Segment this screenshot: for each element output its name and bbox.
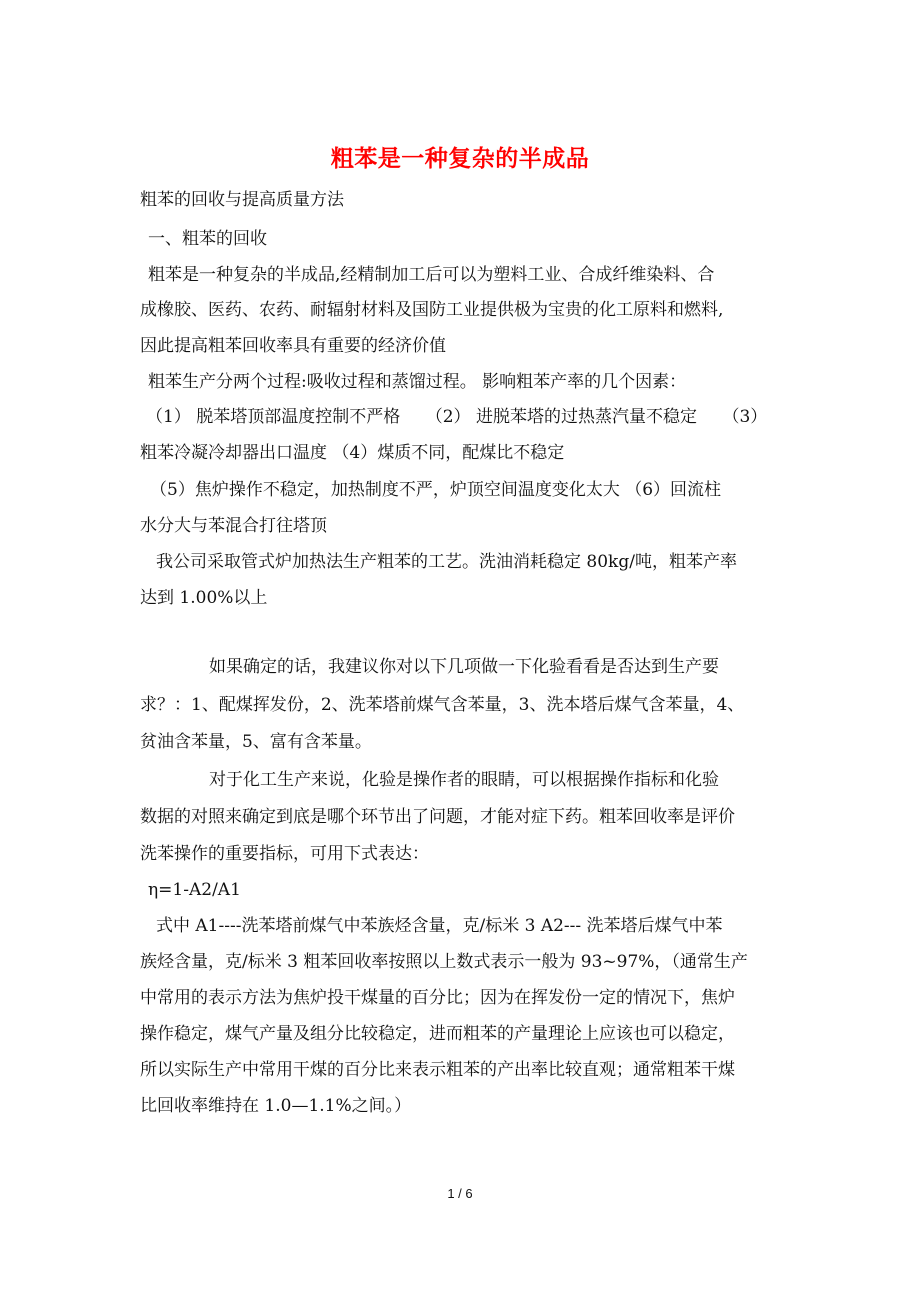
text-line: 中常用的表示方法为焦炉投干煤量的百分比；因为在挥发份一定的情况下，焦炉	[140, 988, 735, 1008]
text-line: 贫油含苯量，5、富有含苯量。	[140, 732, 372, 752]
text-line: 洗苯操作的重要指标，可用下式表达：	[140, 844, 429, 864]
text-line: 比回收率维持在 1.0—1.1%之间。）	[140, 1096, 412, 1116]
formula: η=1-A2/A1	[148, 880, 241, 900]
text-line: 所以实际生产中常用干煤的百分比来表示粗苯的产出率比较直观；通常粗苯干煤	[140, 1060, 735, 1080]
page-number: 1 / 6	[447, 1186, 473, 1201]
text-line: 求？：1、配煤挥发份，2、洗苯塔前煤气含苯量，3、洗本塔后煤气含苯量，4、	[140, 695, 745, 715]
text-line: 如果确定的话，我建议你对以下几项做一下化验看看是否达到生产要	[209, 657, 719, 677]
text-line: 成橡胶、医药、农药、耐辐射材料及国防工业提供极为宝贵的化工原料和燃料,	[140, 300, 724, 320]
text-line: 数据的对照来确定到底是哪个环节出了问题，才能对症下药。粗苯回收率是评价	[140, 807, 735, 827]
section-heading: 一、粗苯的回收	[148, 229, 267, 249]
text-line: 对于化工生产来说，化验是操作者的眼睛，可以根据操作指标和化验	[209, 770, 719, 790]
text-line: 我公司采取管式炉加热法生产粗苯的工艺。洗油消耗稳定 80kg/吨，粗苯产率	[156, 552, 737, 572]
page-title: 粗苯是一种复杂的半成品	[330, 145, 590, 172]
text-line: 式中 A1----洗苯塔前煤气中苯族烃含量，克/标米 3 A2--- 洗苯塔后煤气中苯	[156, 916, 723, 936]
text-line: （5）焦炉操作不稳定，加热制度不严，炉顶空间温度变化太大 （6）回流柱	[150, 480, 722, 500]
text-line: 粗苯的回收与提高质量方法	[140, 190, 344, 210]
text-line: 操作稳定，煤气产量及组分比较稳定，进而粗苯的产量理论上应该也可以稳定，	[140, 1024, 735, 1044]
text-line: 因此提高粗苯回收率具有重要的经济价值	[140, 336, 446, 356]
text-line: （1） 脱苯塔顶部温度控制不严格 （2） 进脱苯塔的过热蒸汽量不稳定 （3）	[146, 407, 768, 427]
text-line: 达到 1.00%以上	[140, 588, 268, 608]
text-line: 粗苯冷凝冷却器出口温度 （4）煤质不同，配煤比不稳定	[140, 443, 565, 463]
text-line: 水分大与苯混合打往塔顶	[140, 516, 327, 536]
text-line: 粗苯是一种复杂的半成品,经精制加工后可以为塑料工业、合成纤维染料、合	[148, 265, 715, 285]
text-line: 族烃含量，克/标米 3 粗苯回收率按照以上数式表示一般为 93~97%，（通常生产	[140, 952, 748, 972]
text-line: 粗苯生产分两个过程:吸收过程和蒸馏过程。 影响粗苯产率的几个因素：	[148, 372, 687, 392]
